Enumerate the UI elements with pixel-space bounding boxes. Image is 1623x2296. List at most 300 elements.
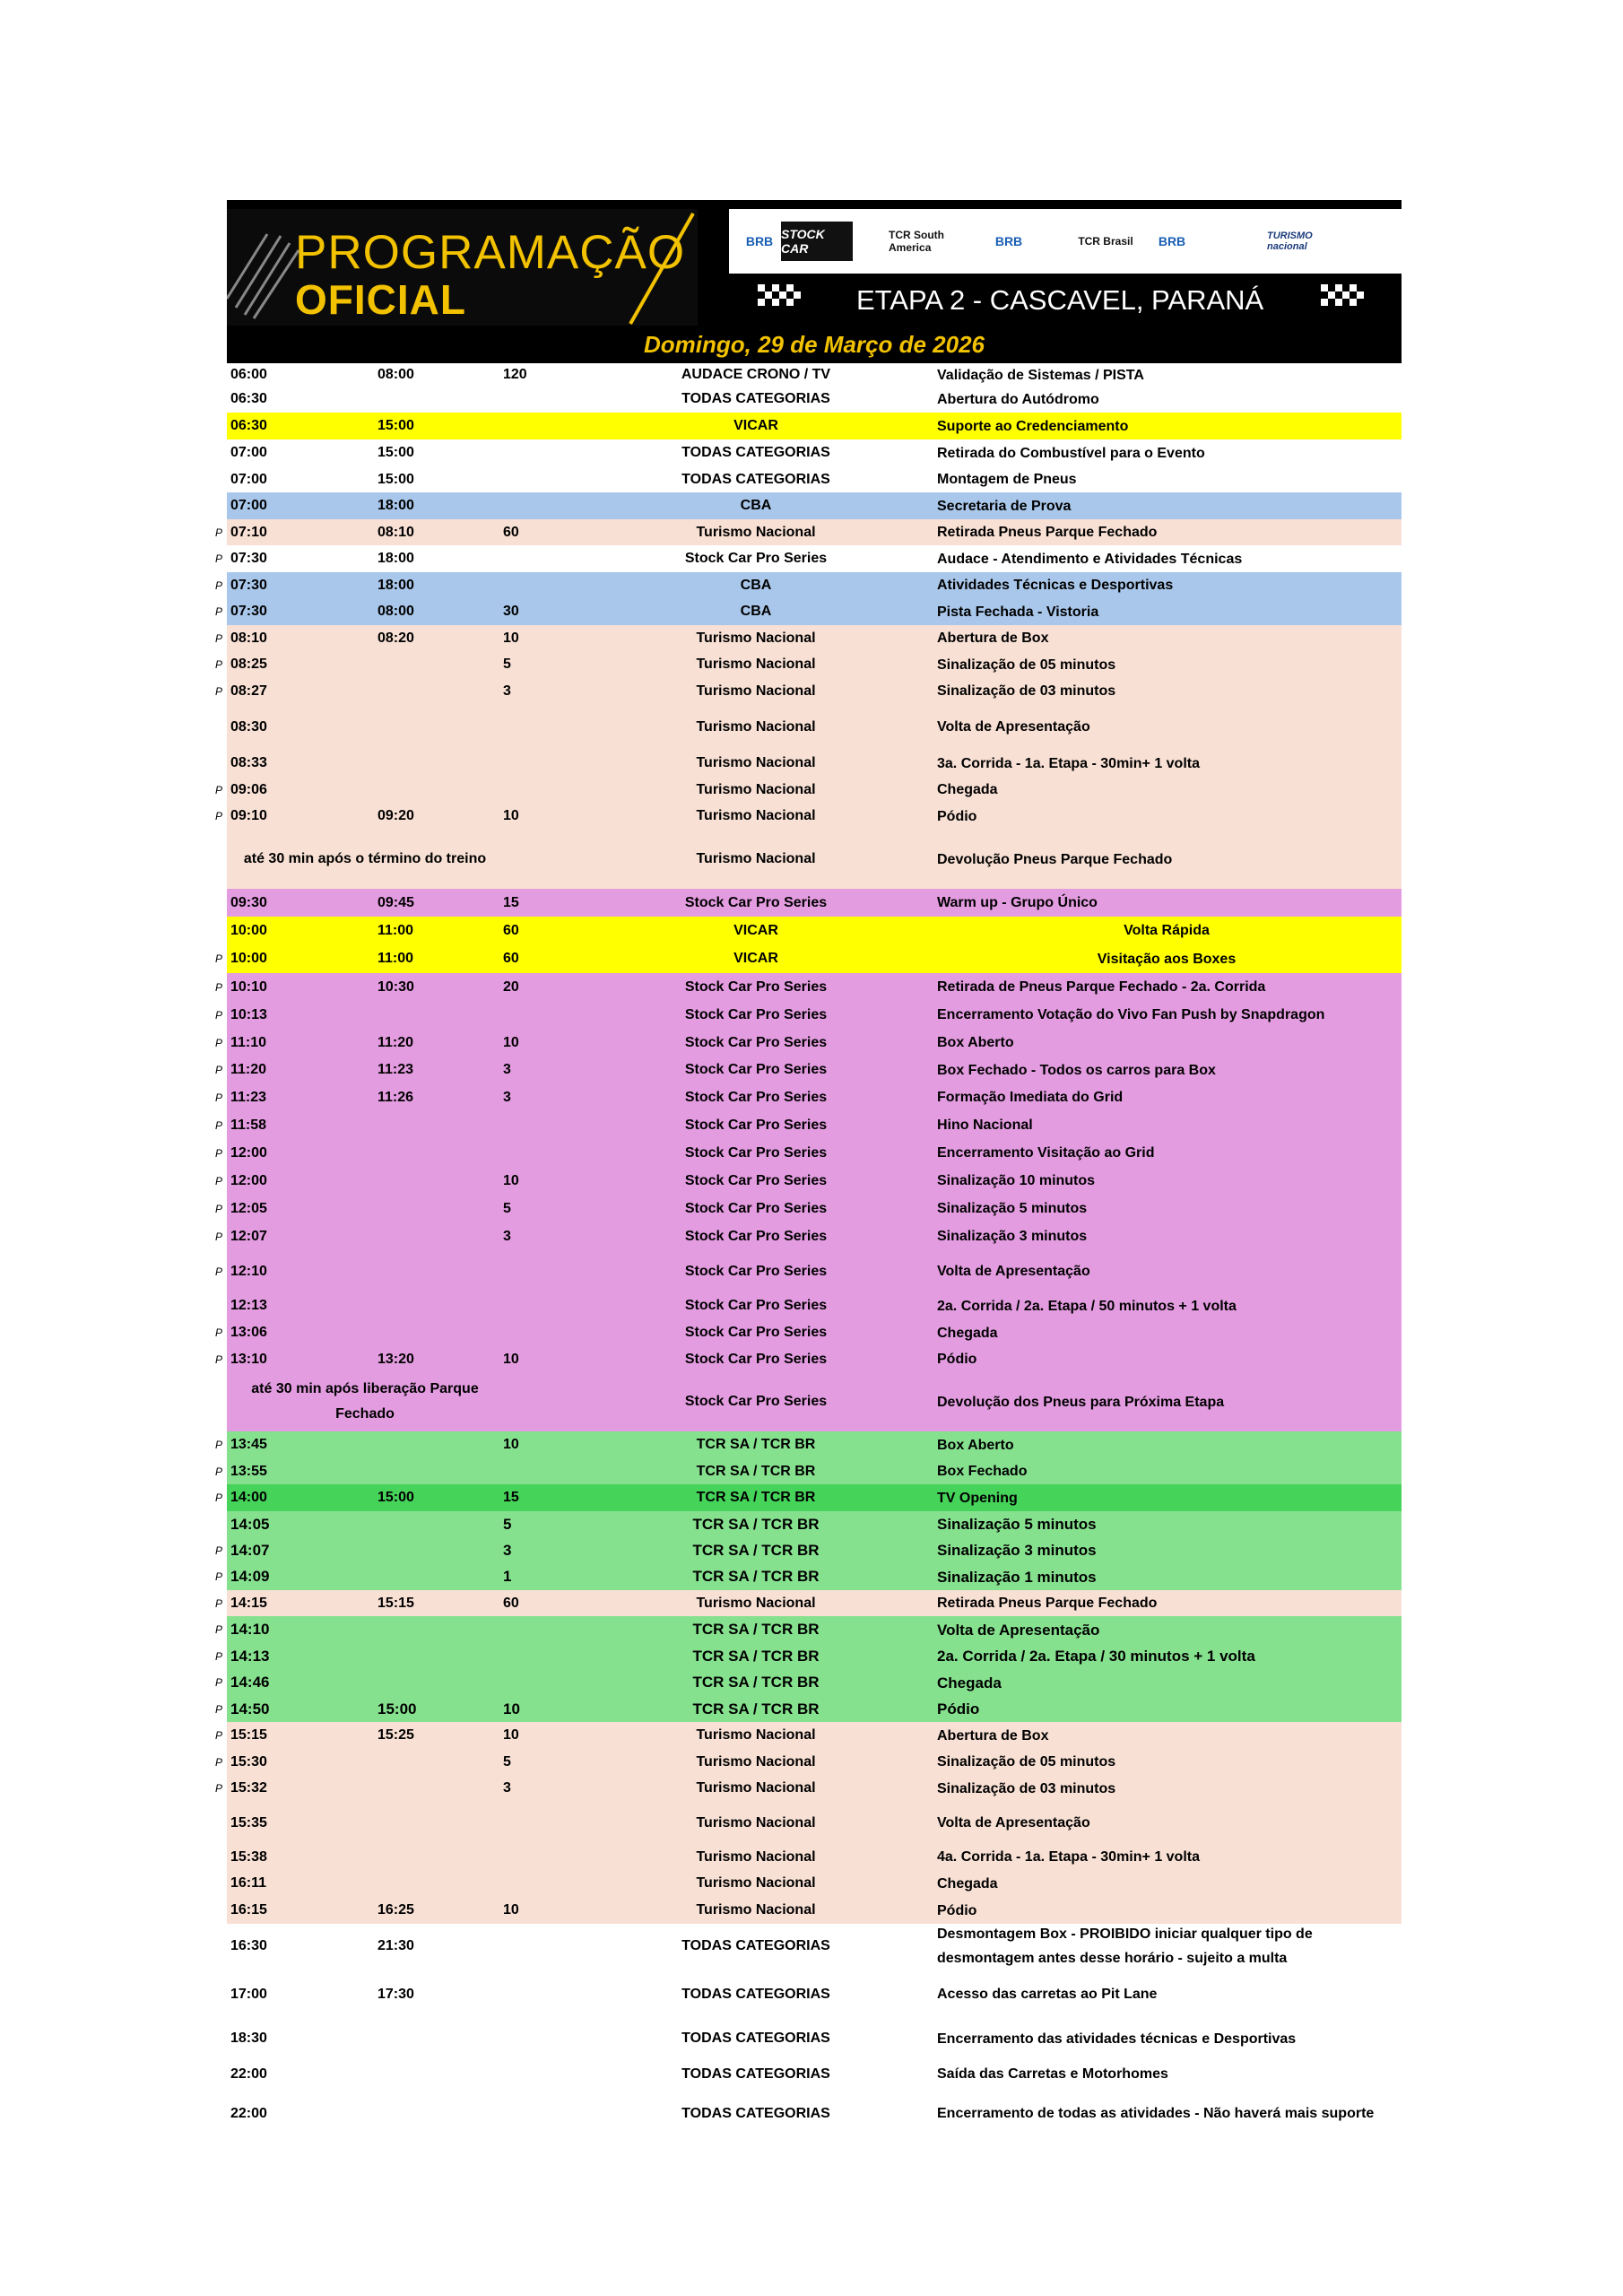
- start-time: 09:30: [230, 894, 267, 910]
- activity: Encerramento das atividades técnicas e Desportivas: [937, 2031, 1297, 2047]
- table-row: [214, 1775, 1402, 1802]
- brb-logo-2: BRB: [994, 234, 1023, 248]
- category: TCR SA / TCR BR: [692, 1515, 820, 1533]
- category: VICAR: [733, 951, 778, 966]
- activity: Sinalização 3 minutos: [937, 1542, 1097, 1559]
- category: TODAS CATEGORIAS: [681, 471, 830, 487]
- protocol-mark: P: [214, 1326, 222, 1339]
- duration: [503, 1669, 575, 1696]
- start-time: 16:11: [230, 1875, 267, 1891]
- table-row: [214, 1458, 1402, 1484]
- start-time: 07:30: [230, 577, 267, 593]
- activity: Volta de Apresentação: [937, 719, 1090, 735]
- category: Stock Car Pro Series: [684, 1394, 828, 1409]
- activity: Pódio: [937, 1902, 977, 1918]
- start-time: 14:46: [230, 1674, 270, 1691]
- end-time: [378, 386, 485, 413]
- start-time: 18:30: [230, 2031, 267, 2046]
- activity: Retirada de Pneus Parque Fechado - 2a. Corrida: [937, 979, 1266, 995]
- start-time: 08:27: [230, 683, 267, 699]
- category: Turismo Nacional: [696, 1780, 816, 1796]
- duration: 15: [503, 1490, 519, 1505]
- end-time: [378, 1870, 485, 1897]
- activity: Secretaria de Prova: [937, 498, 1072, 514]
- protocol-mark: [213, 466, 225, 492]
- start-time: 14:50: [230, 1700, 270, 1718]
- table-row: [227, 1372, 1402, 1431]
- category: Stock Car Pro Series: [684, 1034, 828, 1050]
- duration: 3: [503, 1228, 511, 1244]
- start-time: 12:00: [230, 1144, 267, 1161]
- table-row: [214, 1057, 1402, 1083]
- duration: [503, 545, 575, 572]
- category: Turismo Nacional: [696, 808, 816, 823]
- table-row: [214, 1563, 1402, 1590]
- table-row: [227, 466, 1402, 492]
- protocol-mark: P: [214, 952, 222, 965]
- checkered-flag-left-icon: [749, 277, 820, 322]
- category: Stock Car Pro Series: [684, 1325, 828, 1340]
- protocol-mark: P: [214, 1439, 222, 1451]
- end-time: 08:00: [378, 604, 414, 619]
- protocol-mark: P: [214, 1544, 222, 1557]
- table-row: [214, 651, 1402, 678]
- activity: Chegada: [937, 1875, 998, 1892]
- activity: 2a. Corrida / 2a. Etapa / 30 minutos + 1 volta: [937, 1648, 1255, 1665]
- duration: 10: [503, 1351, 519, 1367]
- activity: Box Fechado - Todos os carros para Box: [937, 1062, 1216, 1078]
- end-time: [378, 1775, 485, 1802]
- activity: Hino Nacional: [937, 1118, 1033, 1133]
- end-time: [378, 1195, 485, 1222]
- start-time: 11:23: [230, 1089, 267, 1105]
- table-row: [214, 545, 1402, 572]
- duration: [503, 1616, 575, 1643]
- table-row: [214, 1167, 1402, 1195]
- table-row: [214, 777, 1402, 803]
- end-time: 08:10: [378, 524, 414, 540]
- end-time: [378, 1563, 485, 1590]
- duration: [503, 1001, 575, 1029]
- protocol-mark: P: [214, 1352, 222, 1366]
- start-time: 07:30: [230, 551, 267, 566]
- end-time: 15:00: [378, 471, 414, 487]
- end-time: 09:45: [378, 894, 414, 910]
- category: TCR SA / TCR BR: [692, 1647, 820, 1665]
- duration: [503, 1968, 575, 2021]
- protocol-mark: P: [214, 1782, 222, 1795]
- end-time: [378, 777, 485, 803]
- end-time: [378, 1458, 485, 1484]
- duration: 5: [503, 657, 511, 672]
- duration: 10: [503, 808, 519, 823]
- category: TCR SA / TCR BR: [696, 1437, 816, 1452]
- duration: 3: [503, 1541, 512, 1559]
- start-time: 06:00: [230, 367, 267, 382]
- activity: Saída das Carretas e Motorhomes: [937, 2066, 1168, 2082]
- activity: Sinalização de 03 minutos: [937, 683, 1116, 699]
- end-time: [378, 1431, 485, 1458]
- duration: 60: [503, 1595, 519, 1611]
- end-time: [378, 1167, 485, 1195]
- duration: [503, 830, 575, 889]
- table-row: [227, 704, 1402, 750]
- protocol-mark: P: [214, 810, 222, 822]
- activity: Box Aberto: [937, 1437, 1014, 1453]
- protocol-mark: P: [214, 526, 222, 539]
- protocol-mark: P: [214, 1676, 222, 1689]
- end-time: 15:00: [378, 1700, 417, 1718]
- activity: Volta de Apresentação: [937, 1264, 1090, 1279]
- table-row: [227, 364, 1402, 386]
- activity: Montagem de Pneus: [937, 472, 1077, 487]
- category: TCR SA / TCR BR: [692, 1700, 820, 1718]
- activity: Retirada do Combustível para o Evento: [937, 445, 1205, 461]
- brb-logo-3: BRB: [1158, 234, 1186, 248]
- start-time: 10:10: [230, 978, 267, 995]
- table-row: [214, 1431, 1402, 1458]
- table-row: [214, 625, 1402, 651]
- category: Turismo Nacional: [696, 1848, 816, 1865]
- turismo-nacional-logo: TURISMO nacional: [1267, 230, 1313, 252]
- start-time: 11:20: [230, 1062, 267, 1077]
- sponsor-logos: [729, 209, 1402, 274]
- start-time: 14:05: [230, 1515, 270, 1533]
- protocol-mark: [213, 2092, 225, 2135]
- activity: Volta de Apresentação: [937, 1815, 1090, 1831]
- protocol-mark: P: [214, 1118, 222, 1132]
- duration: [503, 1292, 575, 1319]
- date-band: [227, 326, 1402, 363]
- category: Stock Car Pro Series: [684, 894, 828, 910]
- start-time: 16:15: [230, 1902, 267, 1918]
- duration: 30: [503, 604, 519, 619]
- protocol-mark: P: [214, 1492, 222, 1504]
- category: Stock Car Pro Series: [684, 1263, 828, 1279]
- table-row: [227, 413, 1402, 439]
- category: Stock Car Pro Series: [684, 1228, 828, 1244]
- activity: Visitação aos Boxes: [1097, 951, 1237, 967]
- start-time: 13:10: [230, 1351, 267, 1367]
- table-row: [214, 944, 1402, 973]
- protocol-mark: P: [214, 578, 222, 592]
- table-row: [214, 803, 1402, 830]
- protocol-mark: [213, 704, 225, 750]
- category: Turismo Nacional: [696, 657, 816, 672]
- activity: Abertura de Box: [937, 1727, 1049, 1744]
- table-row: [227, 1292, 1402, 1319]
- table-row: [214, 1484, 1402, 1511]
- end-time: 18:00: [378, 551, 414, 566]
- start-time: 17:00: [230, 1986, 267, 2002]
- category: Turismo Nacional: [696, 1753, 816, 1770]
- category: TODAS CATEGORIAS: [681, 1986, 830, 2002]
- protocol-mark: P: [214, 552, 222, 565]
- duration: [503, 1924, 575, 1968]
- category: TCR SA / TCR BR: [692, 1621, 820, 1638]
- category: AUDACE CRONO / TV: [681, 367, 831, 382]
- category: Stock Car Pro Series: [684, 1144, 828, 1161]
- duration: [503, 413, 575, 439]
- table-row: [214, 1616, 1402, 1643]
- duration: [503, 704, 575, 750]
- duration: 5: [503, 1515, 512, 1533]
- end-time: 11:20: [378, 1034, 414, 1050]
- start-time: 16:30: [230, 1937, 267, 1953]
- end-time: 09:20: [378, 808, 414, 823]
- start-time: 12:07: [230, 1228, 267, 1244]
- stage-title: ETAPA 2 - CASCAVEL, PARANÁ: [856, 284, 1264, 316]
- category: Stock Car Pro Series: [684, 1006, 828, 1022]
- table-row: [227, 889, 1402, 917]
- duration: 1: [503, 1568, 512, 1585]
- category: Stock Car Pro Series: [684, 1200, 828, 1216]
- start-time-note: até 30 min após liberação Parque Fechado: [251, 1381, 479, 1422]
- header-top-line: [227, 200, 1402, 209]
- category: Stock Car Pro Series: [684, 1062, 828, 1077]
- end-time: 08:00: [378, 367, 414, 382]
- start-time: 08:25: [230, 657, 267, 672]
- category: Turismo Nacional: [696, 1814, 816, 1831]
- category: TODAS CATEGORIAS: [681, 445, 830, 460]
- category: Turismo Nacional: [696, 755, 816, 770]
- start-time: 13:06: [230, 1325, 267, 1340]
- end-time: [378, 1111, 485, 1139]
- activity: Abertura do Autódromo: [937, 391, 1099, 407]
- protocol-mark: [213, 1897, 225, 1924]
- duration: 10: [503, 1902, 519, 1918]
- protocol-mark: P: [214, 605, 222, 618]
- table-row: [214, 598, 1402, 625]
- activity: Volta de Apresentação: [937, 1621, 1100, 1639]
- tcr-south-america-logo: TCR South America: [889, 229, 944, 254]
- activity: Suporte ao Credenciamento: [937, 418, 1129, 434]
- duration: [503, 2057, 575, 2092]
- protocol-mark: [213, 1924, 225, 1968]
- category: Turismo Nacional: [696, 1875, 816, 1891]
- end-time: [378, 750, 485, 777]
- title-line-1: PROGRAMAÇÃO: [295, 226, 686, 279]
- protocol-mark: P: [214, 1755, 222, 1769]
- duration: 10: [503, 630, 519, 646]
- title-panel: [227, 209, 698, 326]
- end-time: [378, 1292, 485, 1319]
- start-time: 07:00: [230, 498, 267, 513]
- category: Stock Car Pro Series: [684, 1117, 828, 1133]
- start-time: 12:13: [230, 1298, 267, 1313]
- category: CBA: [740, 604, 772, 619]
- end-time: [378, 1669, 485, 1696]
- start-time: 08:30: [230, 718, 267, 735]
- protocol-mark: P: [214, 1008, 222, 1022]
- category: Turismo Nacional: [696, 524, 816, 540]
- activity: Validação de Sistemas / PISTA: [937, 367, 1144, 383]
- activity: 2a. Corrida / 2a. Etapa / 50 minutos + 1 volta: [937, 1298, 1237, 1314]
- protocol-mark: P: [214, 658, 222, 671]
- end-time: [378, 2057, 485, 2092]
- protocol-mark: [213, 1292, 225, 1319]
- end-time: [378, 1802, 485, 1844]
- activity: Abertura de Box: [937, 631, 1049, 646]
- activity: Acesso das carretas ao Pit Lane: [937, 1987, 1158, 2002]
- activity: Sinalização 3 minutos: [937, 1229, 1088, 1244]
- stock-car-logo: STOCK CAR: [781, 222, 853, 261]
- end-time: [378, 2021, 485, 2057]
- category: TODAS CATEGORIAS: [681, 2105, 830, 2121]
- activity: Encerramento de todas as atividades - Não haverá mais suporte: [937, 2106, 1375, 2121]
- start-time: 11:58: [230, 1117, 267, 1133]
- duration: [503, 1870, 575, 1897]
- activity: Pódio: [937, 1700, 980, 1718]
- end-time: 15:00: [378, 445, 414, 460]
- table-row: [227, 1870, 1402, 1897]
- protocol-mark: [213, 386, 225, 413]
- activity: Retirada Pneus Parque Fechado: [937, 1596, 1158, 1611]
- start-time: 14:00: [230, 1490, 267, 1505]
- start-time: 07:00: [230, 445, 267, 460]
- table-row: [227, 917, 1402, 944]
- end-time: [378, 1749, 485, 1775]
- duration: [503, 466, 575, 492]
- category: Turismo Nacional: [696, 851, 816, 866]
- protocol-mark: P: [214, 1091, 222, 1104]
- start-time: 15:35: [230, 1814, 267, 1831]
- protocol-mark: [213, 1968, 225, 2021]
- activity: Devolução Pneus Parque Fechado: [937, 851, 1173, 867]
- category: TODAS CATEGORIAS: [681, 391, 830, 406]
- start-time: 15:15: [230, 1727, 267, 1743]
- start-time: 14:15: [230, 1595, 267, 1611]
- protocol-mark: P: [214, 1174, 222, 1187]
- end-time: 16:25: [378, 1902, 414, 1918]
- table-row: [227, 1844, 1402, 1870]
- duration: [503, 572, 575, 598]
- category: Turismo Nacional: [696, 1902, 816, 1918]
- activity: Pista Fechada - Vistoria: [937, 604, 1099, 620]
- end-time: 11:00: [378, 922, 414, 938]
- start-time: 14:10: [230, 1621, 270, 1638]
- table-row: [214, 1346, 1402, 1372]
- start-time: 12:00: [230, 1172, 267, 1188]
- start-time: 10:13: [230, 1006, 267, 1022]
- end-time: [378, 1319, 485, 1346]
- start-time-note: até 30 min após o término do treino: [243, 851, 487, 866]
- activity: Warm up - Grupo Único: [937, 895, 1098, 910]
- activity: Atividades Técnicas e Desportivas: [937, 578, 1174, 593]
- activity: Sinalização de 03 minutos: [937, 1780, 1116, 1796]
- table-row: [227, 1511, 1402, 1537]
- end-time: 11:00: [378, 951, 414, 966]
- table-row: [214, 973, 1402, 1001]
- category: CBA: [740, 498, 772, 513]
- start-time: 14:07: [230, 1541, 270, 1559]
- category: TCR SA / TCR BR: [692, 1541, 820, 1559]
- activity: Devolução dos Pneus para Próxima Etapa: [937, 1394, 1225, 1410]
- start-time: 06:30: [230, 391, 267, 406]
- table-row: [214, 572, 1402, 598]
- protocol-mark: [213, 492, 225, 519]
- end-time: [378, 1844, 485, 1870]
- table-row: [214, 1083, 1402, 1111]
- tcr-brasil-logo: TCR Brasil: [1078, 235, 1133, 248]
- start-time: 10:00: [230, 922, 267, 938]
- duration: 20: [503, 978, 519, 995]
- table-row: [214, 1669, 1402, 1696]
- protocol-mark: [213, 1870, 225, 1897]
- activity: Pódio: [937, 1352, 977, 1367]
- duration: [503, 1844, 575, 1870]
- activity: Box Aberto: [937, 1035, 1014, 1050]
- start-time: 14:13: [230, 1647, 270, 1665]
- end-time: [378, 1616, 485, 1643]
- end-time: 11:26: [378, 1089, 414, 1105]
- activity: 3a. Corrida - 1a. Etapa - 30min+ 1 volta: [937, 755, 1200, 771]
- start-time: 22:00: [230, 2066, 267, 2082]
- duration: 10: [503, 1727, 519, 1743]
- category: VICAR: [733, 418, 778, 433]
- category: Stock Car Pro Series: [684, 1351, 828, 1367]
- start-time: 08:10: [230, 630, 267, 646]
- table-row: [214, 1001, 1402, 1029]
- duration: 15: [503, 894, 519, 910]
- end-time: 17:30: [378, 1986, 414, 2002]
- table-row: [227, 439, 1402, 466]
- duration: [503, 492, 575, 519]
- protocol-mark: P: [214, 783, 222, 796]
- start-time: 13:55: [230, 1463, 267, 1479]
- table-row: [214, 1537, 1402, 1563]
- protocol-mark: [213, 917, 225, 944]
- end-time: [378, 1139, 485, 1167]
- table-row: [227, 830, 1402, 889]
- activity: Retirada Pneus Parque Fechado: [937, 525, 1158, 540]
- protocol-mark: [213, 750, 225, 777]
- duration: [503, 2092, 575, 2135]
- duration: [503, 439, 575, 466]
- protocol-mark: P: [214, 1265, 222, 1278]
- category: TCR SA / TCR BR: [692, 1674, 820, 1691]
- protocol-mark: [213, 439, 225, 466]
- protocol-mark: [213, 2021, 225, 2057]
- duration: [503, 1250, 575, 1292]
- activity: Sinalização 5 minutos: [937, 1516, 1097, 1533]
- category: VICAR: [733, 922, 778, 938]
- activity: Encerramento Votação do Vivo Fan Push by Snapdragon: [937, 1007, 1325, 1022]
- protocol-mark: P: [214, 1465, 222, 1478]
- start-time: 15:38: [230, 1848, 267, 1865]
- end-time: 15:25: [378, 1727, 414, 1743]
- end-time: [378, 2092, 485, 2135]
- table-row: [227, 2092, 1402, 2135]
- end-time: 10:30: [378, 978, 414, 995]
- protocol-mark: [213, 889, 225, 917]
- activity: Desmontagem Box - PROIBIDO iniciar qualquer tipo de desmontagem antes desse horário - sujeito a multa: [937, 1926, 1313, 1966]
- protocol-mark: P: [214, 1729, 222, 1742]
- end-time: 11:23: [378, 1062, 414, 1077]
- brb-logo: BRB: [745, 234, 774, 248]
- protocol-mark: [213, 1372, 225, 1431]
- start-time: 13:45: [230, 1437, 267, 1452]
- duration: 60: [503, 524, 519, 540]
- category: Stock Car Pro Series: [684, 1298, 828, 1313]
- duration: 10: [503, 1700, 520, 1718]
- end-time: [378, 1511, 485, 1537]
- table-row: [214, 1696, 1402, 1722]
- duration: 3: [503, 1089, 511, 1105]
- activity: Chegada: [937, 1674, 1002, 1692]
- protocol-mark: P: [214, 684, 222, 698]
- table-row: [214, 1250, 1402, 1292]
